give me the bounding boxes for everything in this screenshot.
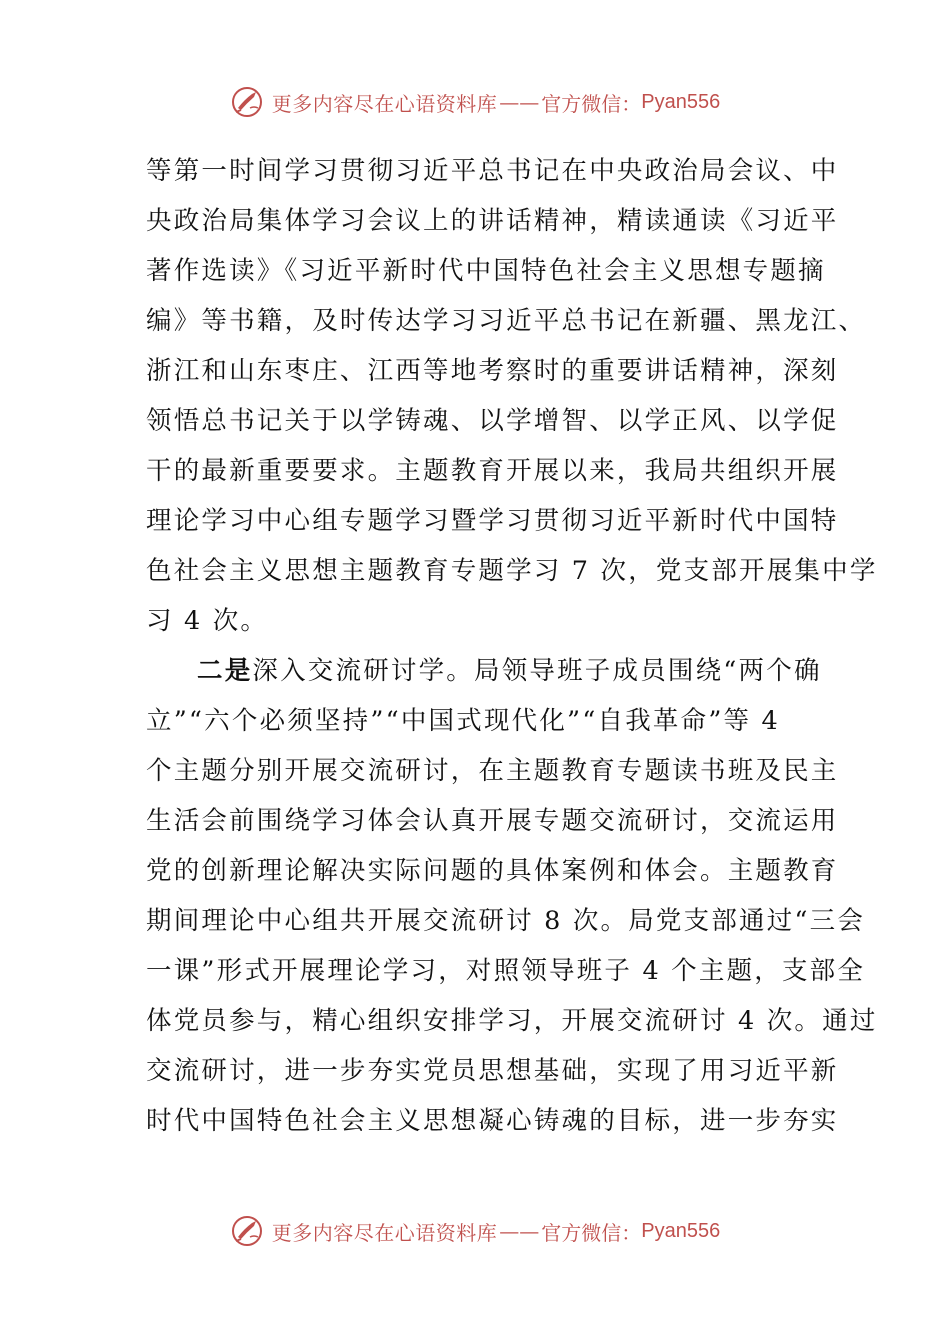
paragraph-line: 立”“六个必须坚持”“中国式现代化”“自我革命”等 4 — [146, 706, 780, 736]
paragraph-line: 色社会主义思想主题教育专题学习 7 次，党支部开展集中学 — [146, 556, 878, 586]
paragraph-line: 央政治局集体学习会议上的讲话精神，精读通读《习近平 — [146, 206, 839, 236]
paragraph-line: 浙江和山东枣庄、江西等地考察时的重要讲话精神，深刻 — [146, 356, 839, 386]
paragraph-line: 著作选读》《习近平新时代中国特色社会主义思想专题摘 — [146, 256, 826, 286]
pen-logo-icon — [230, 84, 266, 120]
paragraph-line: 体党员参与，精心组织安排学习，开展交流研讨 4 次。通过 — [146, 1006, 878, 1036]
paragraph-line: 生活会前围绕学习体会认真开展专题交流研讨，交流运用 — [146, 806, 839, 836]
paragraph-1 — [146, 146, 878, 646]
paragraph-line: 习 4 次。 — [146, 606, 269, 636]
banner-wechat-label: 官方微信： — [541, 91, 642, 116]
banner-wechat-id: Pyan556 — [641, 1219, 721, 1242]
paragraph-line: 个主题分别开展交流研讨，在主题教育专题读书班及民主 — [146, 756, 839, 786]
paragraph-line: 等第一时间学习贯彻习近平总书记在中央政治局会议、中 — [146, 156, 839, 186]
banner-wechat-label: 官方微信： — [541, 1220, 642, 1245]
paragraph-line: 理论学习中心组专题学习暨学习贯彻习近平新时代中国特 — [146, 506, 839, 536]
paragraph-2 — [146, 646, 878, 1146]
paragraph-line: 交流研讨，进一步夯实党员思想基础，实现了用习近平新 — [146, 1056, 839, 1086]
document-body — [146, 146, 878, 1146]
paragraph-lead: 二是 — [197, 656, 253, 686]
footer-banner — [0, 1211, 950, 1251]
pen-logo-icon — [230, 1213, 266, 1249]
paragraph-line: 领悟总书记关于以学铸魂、以学增智、以学正风、以学促 — [146, 406, 839, 436]
paragraph-line: 时代中国特色社会主义思想凝心铸魂的目标，进一步夯实 — [146, 1106, 839, 1136]
banner-title: 更多内容尽在心语资料库 — [271, 1220, 498, 1245]
banner-separator: —— — [499, 1219, 540, 1243]
banner-wechat-id: Pyan556 — [641, 90, 721, 113]
header-banner — [0, 82, 950, 122]
banner-separator: —— — [499, 90, 540, 114]
paragraph-line: 一课”形式开展理论学习，对照领导班子 4 个主题，支部全 — [146, 956, 866, 986]
paragraph-line: 编》等书籍，及时传达学习习近平总书记在新疆、黑龙江、 — [146, 306, 867, 336]
paragraph-line: 干的最新重要要求。主题教育开展以来，我局共组织开展 — [146, 456, 839, 486]
paragraph-first-line — [146, 646, 822, 696]
paragraph-line: 期间理论中心组共开展交流研讨 8 次。局党支部通过“三会 — [146, 906, 866, 936]
paragraph-line: 党的创新理论解决实际问题的具体案例和体会。主题教育 — [146, 856, 839, 886]
banner-title: 更多内容尽在心语资料库 — [271, 91, 498, 116]
paragraph-first-line-text: 深入交流研讨学。局领导班子成员围绕“两个确 — [252, 656, 822, 686]
